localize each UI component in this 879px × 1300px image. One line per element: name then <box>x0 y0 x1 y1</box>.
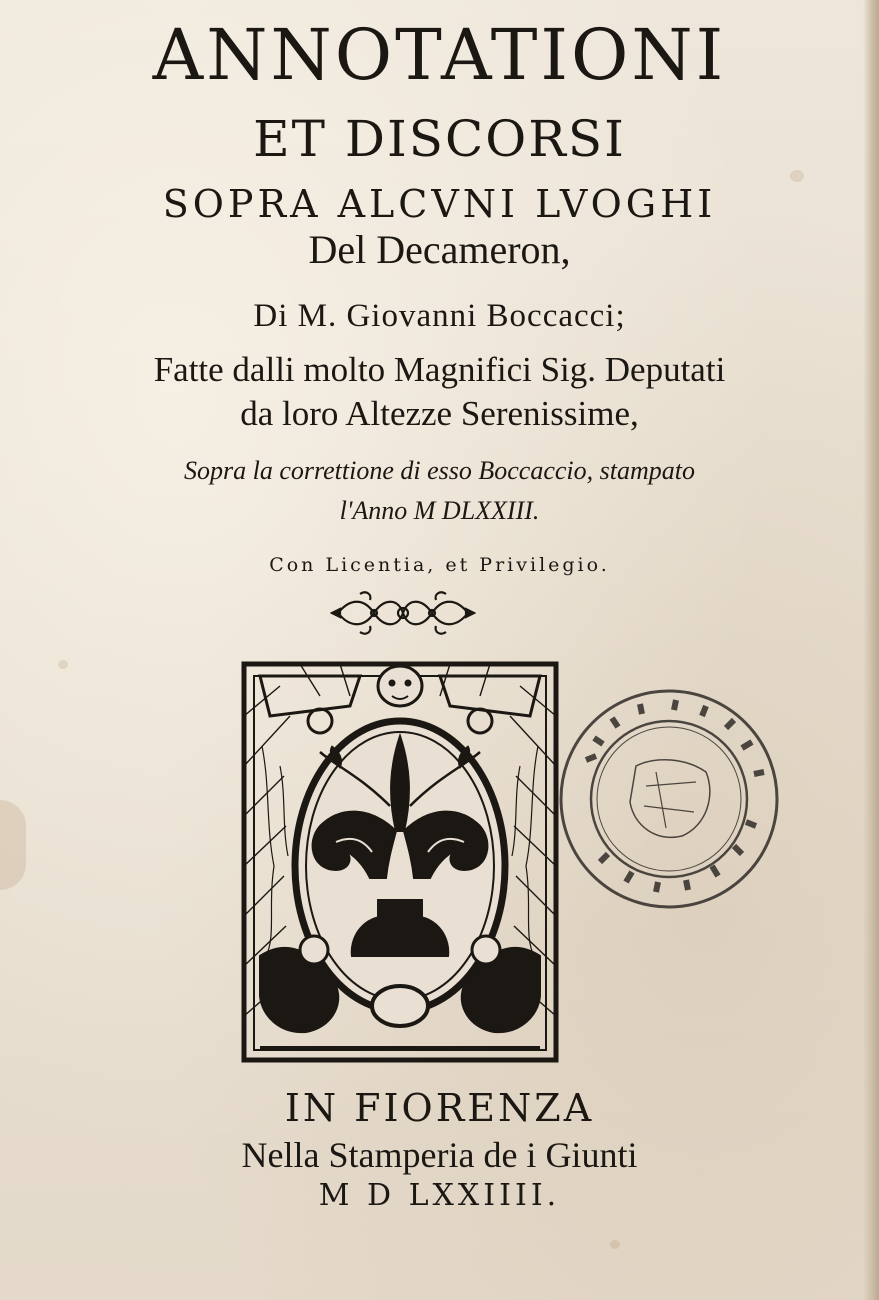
imprint-printer: Nella Stamperia de i Giunti <box>241 1135 638 1175</box>
author-line: Di M. Giovanni Boccacci; <box>253 298 626 334</box>
license-line: Con Licentia, et Privilegio. <box>269 554 610 576</box>
title-line-3: SOPRA ALCVNI LVOGHI <box>162 182 717 226</box>
fleuron-ornament <box>330 588 476 638</box>
subtitle-line-2: da loro Altezze Serenissime, <box>240 394 639 433</box>
printers-device-woodcut <box>240 656 560 1068</box>
imprint-year: M D LXXIIII. <box>318 1178 561 1213</box>
title-line-4: Del Decameron, <box>308 227 571 272</box>
title-line-1: ANNOTATIONI <box>152 14 727 96</box>
library-stamp <box>556 686 782 912</box>
title-line-2: ET DISCORSI <box>253 110 626 168</box>
foxing-spot <box>790 170 804 182</box>
subtitle-line-1: Fatte dalli molto Magnifici Sig. Deputati <box>153 350 726 389</box>
italic-line-2: l'Anno M DLXXIII. <box>339 496 540 525</box>
foxing-spot <box>0 800 26 890</box>
foxing-spot <box>58 660 68 669</box>
italic-line-1: Sopra la correttione di esso Boccaccio, stampato <box>183 456 695 485</box>
imprint-city: IN FIORENZA <box>284 1086 595 1130</box>
foxing-spot <box>610 1240 620 1249</box>
